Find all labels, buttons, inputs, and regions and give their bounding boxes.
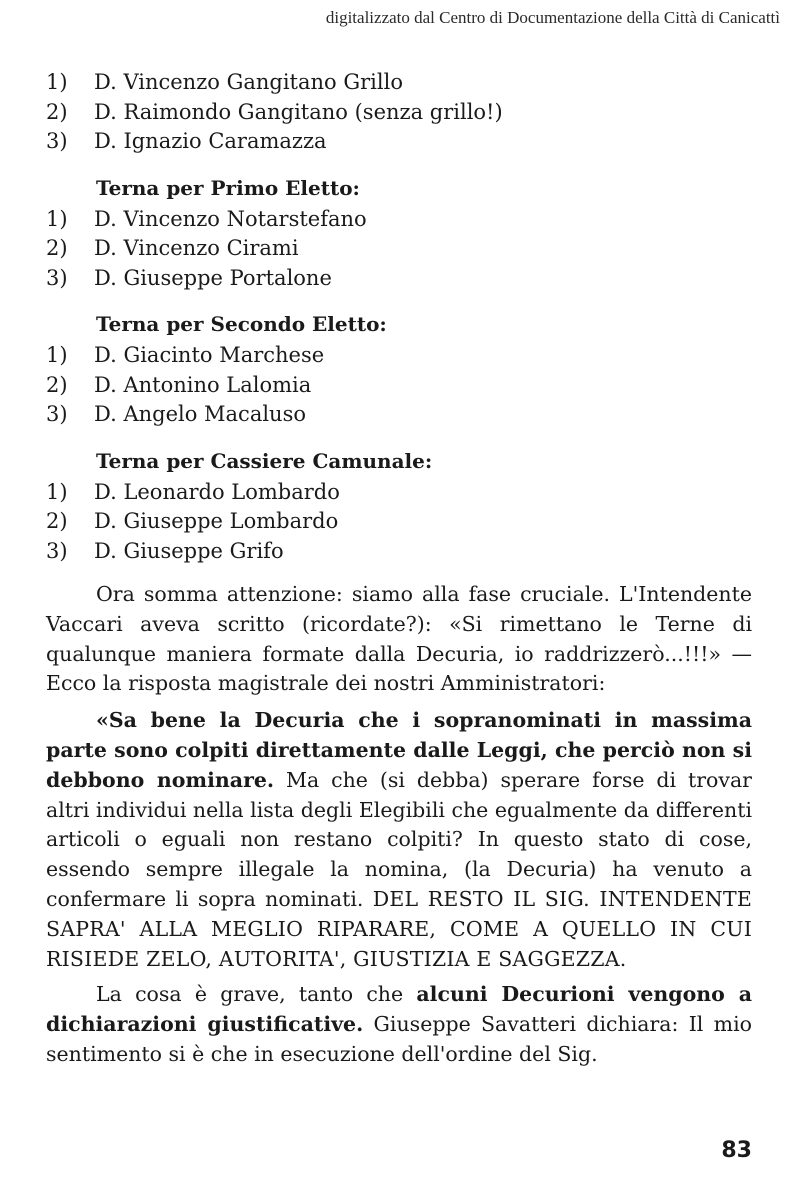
paragraph-text: Ora somma attenzione: siamo alla fase cruciale. L'Intendente Vaccari aveva scritto (ricordate?): «Si rimettano le Terne di qualunque maniera formate dalla Decuria, io raddrizzerò...!!!» — Ecco la risposta magistrale dei nostri Amministratori:: [46, 582, 752, 696]
item-name: D. Giuseppe Grifo: [94, 538, 284, 563]
item-number: 3): [46, 402, 68, 426]
paragraph-attenzione: [46, 580, 752, 699]
item-name: D. Giacinto Marchese: [94, 343, 325, 367]
item-number: 2): [46, 372, 68, 397]
paragraph-text: Giuseppe Savatteri dichiara: Il mio sentimento si è che in esecuzione dell'ordine del Sig.: [46, 1012, 753, 1066]
heading-cassiere-camunale: Terna per Cassiere Camunale:: [96, 448, 433, 473]
item-name: D. Vincenzo Cirami: [94, 236, 299, 260]
item-number: 2): [46, 509, 68, 533]
heading-primo-eletto: Terna per Primo Eletto:: [96, 175, 360, 200]
first-list: [46, 68, 752, 157]
list-item: [46, 68, 752, 98]
paragraph-bold-text: alcuni Decurioni vengono a dichiarazioni giustificative.: [46, 982, 752, 1037]
item-number: 3): [46, 265, 68, 290]
quote-bold-text: «Sa bene la Decuria che i sopranominati in massima parte sono colpiti direttamente dalle Leggi, che perciò non si debbono nominare.: [46, 708, 752, 792]
item-number: 1): [46, 479, 68, 504]
item-number: 1): [46, 206, 68, 231]
quote-caps-text: DEL RESTO IL SIG. INTENDENTE SAPRA' ALLA MEGLIO RIPARARE, COME A QUELLO IN CUI RISIEDE ZELO, AUTORITA', GIUSTIZIA E SAGGEZZA.: [46, 886, 752, 971]
item-name: D. Leonardo Lombardo: [94, 479, 340, 504]
list-item: [46, 234, 752, 264]
list-item: [46, 341, 752, 371]
cassiere-list: [46, 478, 752, 567]
item-number: 3): [46, 129, 68, 153]
page-content: [46, 68, 752, 1070]
list-item: [46, 371, 752, 401]
heading-secondo-eletto: Terna per Secondo Eletto:: [96, 312, 387, 336]
primo-list: [46, 205, 752, 294]
list-item: [46, 264, 752, 294]
list-item: [46, 205, 752, 235]
paragraph-decuria-quote: [46, 706, 752, 974]
quote-text: Ma che (si debba) sperare forse di trovar altri individui nella lista degli Elegibili che egualmente da differenti articoli o eguali non restano colpiti? In questo stato di cose, essendo sempre illegale la nomina, (la Decuria) ha venuto a confermare li sopra nominati.: [46, 767, 752, 911]
item-number: 1): [46, 343, 68, 367]
item-number: 1): [46, 70, 68, 94]
list-item: [46, 400, 752, 430]
item-name: D. Raimondo Gangitano (senza grillo!): [94, 99, 503, 124]
item-name: D. Vincenzo Notarstefano: [94, 206, 367, 231]
item-name: D. Vincenzo Gangitano Grillo: [94, 70, 403, 94]
item-name: D. Angelo Macaluso: [94, 402, 306, 426]
list-item: [46, 507, 752, 537]
list-item: [46, 98, 752, 128]
item-name: D. Giuseppe Portalone: [94, 265, 332, 290]
item-name: D. Antonino Lalomia: [94, 372, 312, 397]
item-number: 2): [46, 236, 68, 260]
paragraph-text: La cosa è grave, tanto che: [96, 982, 417, 1007]
item-number: 2): [46, 99, 68, 124]
list-item: [46, 537, 752, 567]
item-name: D. Giuseppe Lombardo: [94, 509, 339, 533]
paragraph-dichiarazioni: [46, 980, 752, 1069]
list-item: [46, 478, 752, 508]
item-number: 3): [46, 538, 68, 563]
digitization-credit: digitalizzato dal Centro di Documentazione della Città di Canicattì: [325, 8, 780, 27]
list-item: [46, 127, 752, 157]
item-name: D. Ignazio Caramazza: [94, 129, 327, 153]
secondo-list: [46, 341, 752, 430]
page-number: 83: [721, 1138, 752, 1163]
